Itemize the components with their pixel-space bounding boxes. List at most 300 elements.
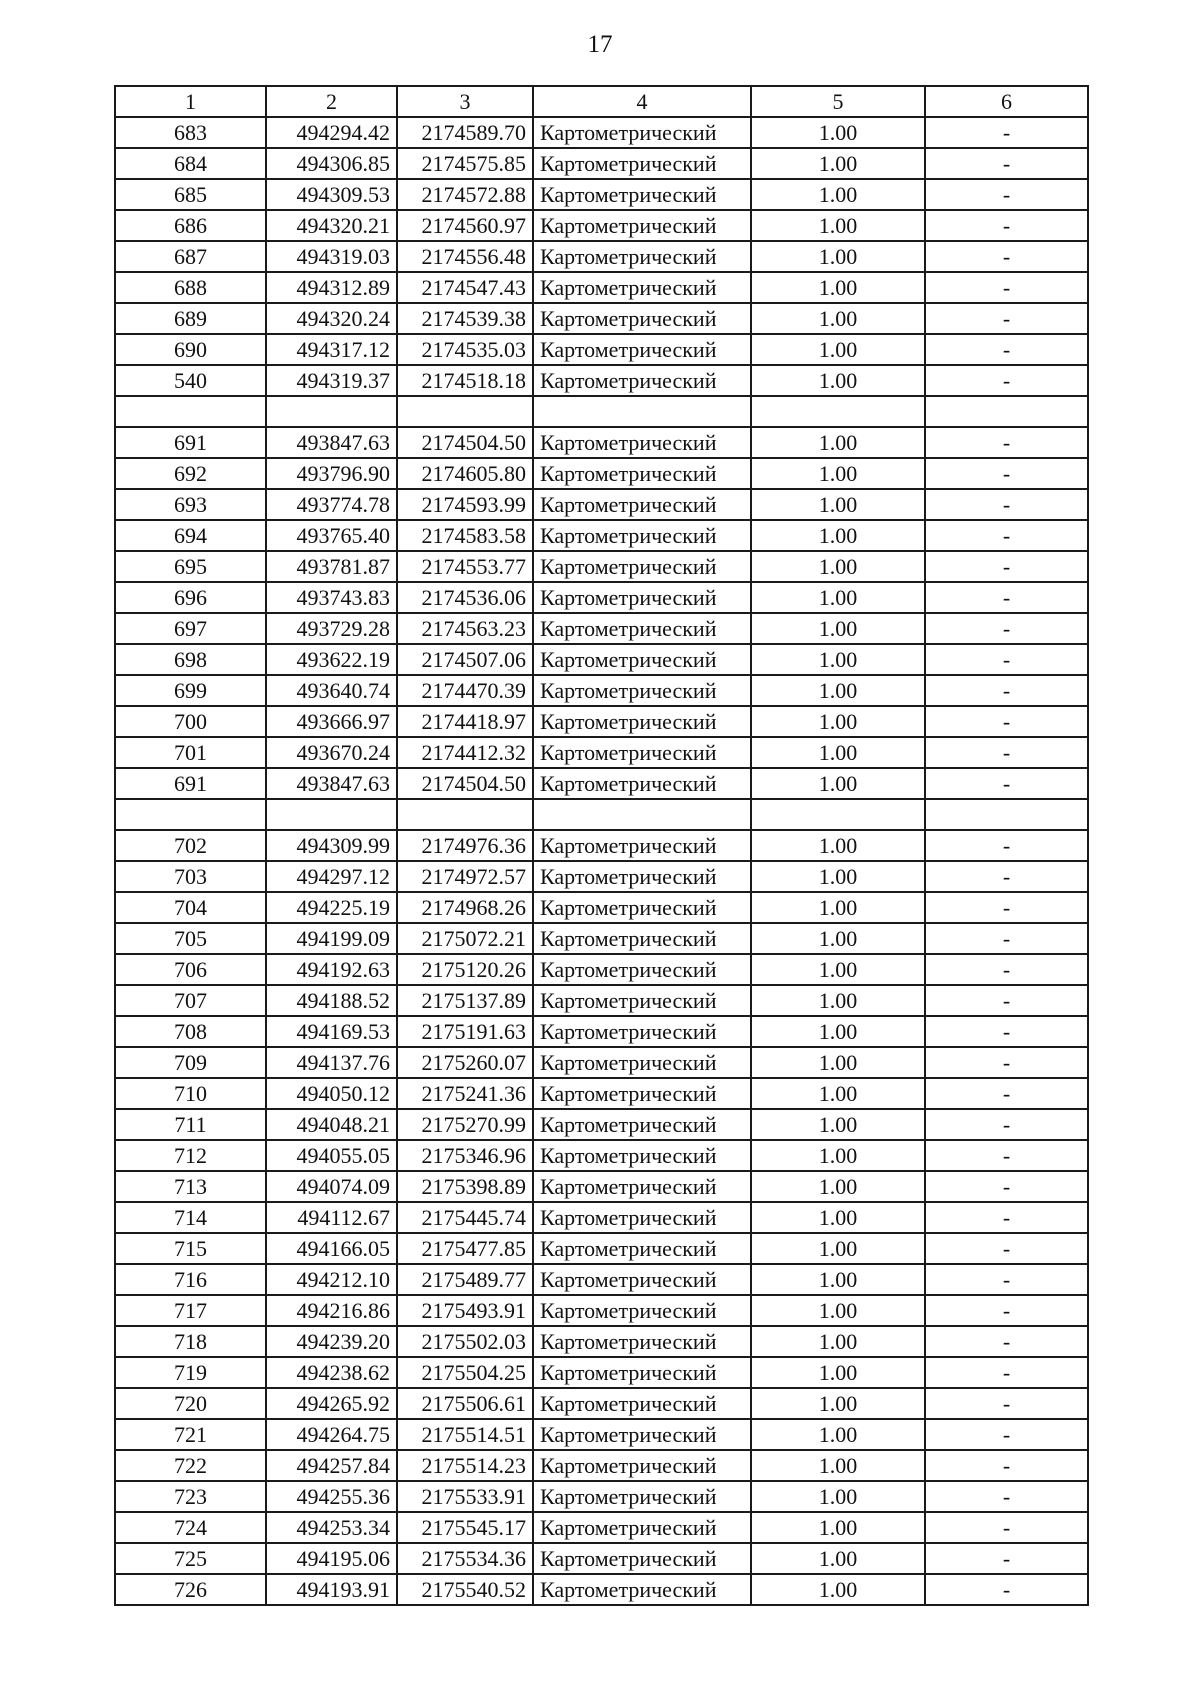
y-coordinate-cell: 2174470.39 <box>397 675 533 706</box>
accuracy-cell: 1.00 <box>751 365 925 396</box>
table-row <box>115 582 1088 613</box>
table-row <box>115 1202 1088 1233</box>
x-coordinate-cell: 493743.83 <box>266 582 397 613</box>
accuracy-cell: 1.00 <box>751 458 925 489</box>
y-coordinate-cell: 2174412.32 <box>397 737 533 768</box>
accuracy-cell: 1.00 <box>751 1574 925 1605</box>
y-coordinate-cell: 2174968.26 <box>397 892 533 923</box>
y-coordinate-cell: 2175534.36 <box>397 1543 533 1574</box>
x-coordinate-cell: 494169.53 <box>266 1016 397 1047</box>
note-cell: - <box>925 985 1088 1016</box>
note-cell: - <box>925 1202 1088 1233</box>
table-row <box>115 334 1088 365</box>
column-header: 4 <box>533 86 751 117</box>
point-number-cell <box>115 799 266 830</box>
y-coordinate-cell: 2175533.91 <box>397 1481 533 1512</box>
x-coordinate-cell: 493670.24 <box>266 737 397 768</box>
table-row <box>115 675 1088 706</box>
x-coordinate-cell: 494297.12 <box>266 861 397 892</box>
accuracy-cell <box>751 799 925 830</box>
method-cell: Картометрический <box>533 1202 751 1233</box>
note-cell: - <box>925 706 1088 737</box>
method-cell: Картометрический <box>533 241 751 272</box>
accuracy-cell: 1.00 <box>751 1233 925 1264</box>
table-row <box>115 1543 1088 1574</box>
point-number-cell: 684 <box>115 148 266 179</box>
table-row <box>115 1109 1088 1140</box>
note-cell: - <box>925 737 1088 768</box>
table-row <box>115 1140 1088 1171</box>
point-number-cell: 708 <box>115 1016 266 1047</box>
note-cell: - <box>925 923 1088 954</box>
note-cell: - <box>925 1419 1088 1450</box>
y-coordinate-cell: 2174563.23 <box>397 613 533 644</box>
x-coordinate-cell: 494257.84 <box>266 1450 397 1481</box>
point-number-cell: 715 <box>115 1233 266 1264</box>
method-cell: Картометрический <box>533 582 751 613</box>
x-coordinate-cell: 494199.09 <box>266 923 397 954</box>
accuracy-cell: 1.00 <box>751 1450 925 1481</box>
x-coordinate-cell: 493622.19 <box>266 644 397 675</box>
method-cell: Картометрический <box>533 179 751 210</box>
table-row <box>115 706 1088 737</box>
point-number-cell: 720 <box>115 1388 266 1419</box>
method-cell: Картометрический <box>533 768 751 799</box>
note-cell: - <box>925 148 1088 179</box>
accuracy-cell: 1.00 <box>751 489 925 520</box>
point-number-cell: 685 <box>115 179 266 210</box>
note-cell: - <box>925 892 1088 923</box>
method-cell: Картометрический <box>533 520 751 551</box>
y-coordinate-cell: 2174556.48 <box>397 241 533 272</box>
method-cell: Картометрический <box>533 117 751 148</box>
method-cell <box>533 799 751 830</box>
x-coordinate-cell: 494238.62 <box>266 1357 397 1388</box>
accuracy-cell: 1.00 <box>751 1543 925 1574</box>
table-row <box>115 861 1088 892</box>
point-number-cell: 683 <box>115 117 266 148</box>
accuracy-cell: 1.00 <box>751 861 925 892</box>
x-coordinate-cell: 493640.74 <box>266 675 397 706</box>
method-cell: Картометрический <box>533 1078 751 1109</box>
y-coordinate-cell: 2175270.99 <box>397 1109 533 1140</box>
y-coordinate-cell: 2175514.23 <box>397 1450 533 1481</box>
note-cell: - <box>925 675 1088 706</box>
method-cell: Картометрический <box>533 1450 751 1481</box>
method-cell: Картометрический <box>533 334 751 365</box>
y-coordinate-cell: 2174572.88 <box>397 179 533 210</box>
note-cell: - <box>925 303 1088 334</box>
table-row <box>115 1450 1088 1481</box>
method-cell: Картометрический <box>533 1326 751 1357</box>
method-cell: Картометрический <box>533 1047 751 1078</box>
note-cell: - <box>925 1078 1088 1109</box>
table-row <box>115 179 1088 210</box>
point-number-cell: 704 <box>115 892 266 923</box>
note-cell: - <box>925 551 1088 582</box>
table-row <box>115 1326 1088 1357</box>
method-cell: Картометрический <box>533 1295 751 1326</box>
x-coordinate-cell: 494253.34 <box>266 1512 397 1543</box>
accuracy-cell: 1.00 <box>751 1295 925 1326</box>
table-row <box>115 737 1088 768</box>
y-coordinate-cell: 2175241.36 <box>397 1078 533 1109</box>
note-cell: - <box>925 1171 1088 1202</box>
x-coordinate-cell <box>266 799 397 830</box>
y-coordinate-cell <box>397 799 533 830</box>
note-cell: - <box>925 334 1088 365</box>
column-header: 5 <box>751 86 925 117</box>
y-coordinate-cell: 2175502.03 <box>397 1326 533 1357</box>
note-cell: - <box>925 427 1088 458</box>
point-number-cell: 711 <box>115 1109 266 1140</box>
x-coordinate-cell: 494112.67 <box>266 1202 397 1233</box>
y-coordinate-cell: 2174583.58 <box>397 520 533 551</box>
y-coordinate-cell: 2174972.57 <box>397 861 533 892</box>
note-cell: - <box>925 1512 1088 1543</box>
y-coordinate-cell: 2174418.97 <box>397 706 533 737</box>
point-number-cell: 690 <box>115 334 266 365</box>
accuracy-cell: 1.00 <box>751 954 925 985</box>
table-row <box>115 1078 1088 1109</box>
y-coordinate-cell: 2175493.91 <box>397 1295 533 1326</box>
point-number-cell: 712 <box>115 1140 266 1171</box>
method-cell: Картометрический <box>533 737 751 768</box>
note-cell: - <box>925 272 1088 303</box>
note-cell: - <box>925 830 1088 861</box>
y-coordinate-cell: 2175514.51 <box>397 1419 533 1450</box>
method-cell: Картометрический <box>533 706 751 737</box>
point-number-cell: 709 <box>115 1047 266 1078</box>
method-cell: Картометрический <box>533 489 751 520</box>
table-row <box>115 1574 1088 1605</box>
note-cell: - <box>925 210 1088 241</box>
method-cell: Картометрический <box>533 303 751 334</box>
point-number-cell: 718 <box>115 1326 266 1357</box>
x-coordinate-cell: 494319.37 <box>266 365 397 396</box>
method-cell: Картометрический <box>533 830 751 861</box>
accuracy-cell: 1.00 <box>751 582 925 613</box>
table-row <box>115 830 1088 861</box>
accuracy-cell: 1.00 <box>751 427 925 458</box>
point-number-cell: 714 <box>115 1202 266 1233</box>
point-number-cell: 686 <box>115 210 266 241</box>
point-number-cell: 717 <box>115 1295 266 1326</box>
note-cell: - <box>925 1140 1088 1171</box>
y-coordinate-cell: 2175540.52 <box>397 1574 533 1605</box>
y-coordinate-cell: 2174547.43 <box>397 272 533 303</box>
accuracy-cell: 1.00 <box>751 1047 925 1078</box>
point-number-cell: 688 <box>115 272 266 303</box>
y-coordinate-cell: 2174518.18 <box>397 365 533 396</box>
method-cell: Картометрический <box>533 1512 751 1543</box>
table-row <box>115 396 1088 427</box>
accuracy-cell: 1.00 <box>751 1419 925 1450</box>
method-cell: Картометрический <box>533 272 751 303</box>
note-cell: - <box>925 1481 1088 1512</box>
method-cell: Картометрический <box>533 892 751 923</box>
x-coordinate-cell: 494264.75 <box>266 1419 397 1450</box>
table-row <box>115 1357 1088 1388</box>
note-cell: - <box>925 241 1088 272</box>
table-row <box>115 427 1088 458</box>
point-number-cell: 702 <box>115 830 266 861</box>
x-coordinate-cell: 494320.24 <box>266 303 397 334</box>
x-coordinate-cell: 494048.21 <box>266 1109 397 1140</box>
x-coordinate-cell: 494074.09 <box>266 1171 397 1202</box>
x-coordinate-cell: 494225.19 <box>266 892 397 923</box>
accuracy-cell: 1.00 <box>751 1171 925 1202</box>
point-number-cell: 689 <box>115 303 266 334</box>
x-coordinate-cell: 494212.10 <box>266 1264 397 1295</box>
table-row <box>115 117 1088 148</box>
table-row <box>115 1233 1088 1264</box>
page-number: 17 <box>587 31 613 58</box>
x-coordinate-cell: 494137.76 <box>266 1047 397 1078</box>
note-cell: - <box>925 1109 1088 1140</box>
note-cell: - <box>925 1388 1088 1419</box>
x-coordinate-cell: 494188.52 <box>266 985 397 1016</box>
method-cell: Картометрический <box>533 861 751 892</box>
accuracy-cell: 1.00 <box>751 923 925 954</box>
point-number-cell: 695 <box>115 551 266 582</box>
table-row <box>115 1512 1088 1543</box>
x-coordinate-cell: 493847.63 <box>266 768 397 799</box>
y-coordinate-cell: 2175137.89 <box>397 985 533 1016</box>
accuracy-cell: 1.00 <box>751 737 925 768</box>
table-row <box>115 892 1088 923</box>
note-cell: - <box>925 1543 1088 1574</box>
method-cell: Картометрический <box>533 923 751 954</box>
table-row <box>115 1047 1088 1078</box>
column-header: 1 <box>115 86 266 117</box>
x-coordinate-cell: 493781.87 <box>266 551 397 582</box>
point-number-cell: 706 <box>115 954 266 985</box>
x-coordinate-cell: 493796.90 <box>266 458 397 489</box>
note-cell: - <box>925 1326 1088 1357</box>
note-cell: - <box>925 1295 1088 1326</box>
table-row <box>115 210 1088 241</box>
x-coordinate-cell: 494216.86 <box>266 1295 397 1326</box>
point-number-cell: 694 <box>115 520 266 551</box>
note-cell: - <box>925 768 1088 799</box>
x-coordinate-cell <box>266 396 397 427</box>
y-coordinate-cell: 2175445.74 <box>397 1202 533 1233</box>
table-row <box>115 272 1088 303</box>
table-row <box>115 644 1088 675</box>
accuracy-cell: 1.00 <box>751 1016 925 1047</box>
note-cell: - <box>925 613 1088 644</box>
point-number-cell: 723 <box>115 1481 266 1512</box>
table-row <box>115 768 1088 799</box>
accuracy-cell: 1.00 <box>751 1388 925 1419</box>
table-row <box>115 1388 1088 1419</box>
accuracy-cell: 1.00 <box>751 706 925 737</box>
x-coordinate-cell: 493774.78 <box>266 489 397 520</box>
accuracy-cell: 1.00 <box>751 1109 925 1140</box>
coordinates-table <box>114 85 1089 1606</box>
method-cell: Картометрический <box>533 1481 751 1512</box>
note-cell: - <box>925 954 1088 985</box>
accuracy-cell: 1.00 <box>751 1357 925 1388</box>
point-number-cell: 691 <box>115 427 266 458</box>
point-number-cell: 700 <box>115 706 266 737</box>
point-number-cell: 699 <box>115 675 266 706</box>
y-coordinate-cell: 2174605.80 <box>397 458 533 489</box>
y-coordinate-cell: 2174589.70 <box>397 117 533 148</box>
note-cell: - <box>925 644 1088 675</box>
x-coordinate-cell: 493765.40 <box>266 520 397 551</box>
point-number-cell: 698 <box>115 644 266 675</box>
note-cell: - <box>925 861 1088 892</box>
note-cell: - <box>925 520 1088 551</box>
accuracy-cell: 1.00 <box>751 148 925 179</box>
point-number-cell: 696 <box>115 582 266 613</box>
y-coordinate-cell: 2175545.17 <box>397 1512 533 1543</box>
table-row <box>115 241 1088 272</box>
note-cell: - <box>925 489 1088 520</box>
table-row <box>115 1481 1088 1512</box>
y-coordinate-cell: 2175398.89 <box>397 1171 533 1202</box>
x-coordinate-cell: 494193.91 <box>266 1574 397 1605</box>
x-coordinate-cell: 494166.05 <box>266 1233 397 1264</box>
table-row <box>115 613 1088 644</box>
method-cell: Картометрический <box>533 1543 751 1574</box>
table-row <box>115 303 1088 334</box>
method-cell: Картометрический <box>533 1171 751 1202</box>
method-cell: Картометрический <box>533 1264 751 1295</box>
y-coordinate-cell: 2175489.77 <box>397 1264 533 1295</box>
point-number-cell: 701 <box>115 737 266 768</box>
table-body <box>115 86 1088 1605</box>
method-cell: Картометрический <box>533 675 751 706</box>
note-cell: - <box>925 1574 1088 1605</box>
method-cell: Картометрический <box>533 1233 751 1264</box>
point-number-cell: 697 <box>115 613 266 644</box>
note-cell: - <box>925 365 1088 396</box>
column-header: 6 <box>925 86 1088 117</box>
x-coordinate-cell: 494312.89 <box>266 272 397 303</box>
x-coordinate-cell: 494294.42 <box>266 117 397 148</box>
method-cell: Картометрический <box>533 1109 751 1140</box>
y-coordinate-cell: 2175072.21 <box>397 923 533 954</box>
table-row <box>115 985 1088 1016</box>
table-row <box>115 551 1088 582</box>
note-cell: - <box>925 179 1088 210</box>
x-coordinate-cell: 494317.12 <box>266 334 397 365</box>
table-row <box>115 1016 1088 1047</box>
accuracy-cell: 1.00 <box>751 1326 925 1357</box>
x-coordinate-cell: 493847.63 <box>266 427 397 458</box>
accuracy-cell: 1.00 <box>751 613 925 644</box>
method-cell: Картометрический <box>533 1016 751 1047</box>
note-cell: - <box>925 1016 1088 1047</box>
method-cell: Картометрический <box>533 1388 751 1419</box>
x-coordinate-cell: 494192.63 <box>266 954 397 985</box>
method-cell: Картометрический <box>533 1574 751 1605</box>
point-number-cell: 710 <box>115 1078 266 1109</box>
y-coordinate-cell: 2175346.96 <box>397 1140 533 1171</box>
accuracy-cell: 1.00 <box>751 768 925 799</box>
accuracy-cell: 1.00 <box>751 520 925 551</box>
y-coordinate-cell: 2175260.07 <box>397 1047 533 1078</box>
y-coordinate-cell: 2174575.85 <box>397 148 533 179</box>
accuracy-cell: 1.00 <box>751 241 925 272</box>
point-number-cell: 713 <box>115 1171 266 1202</box>
x-coordinate-cell: 494306.85 <box>266 148 397 179</box>
table-row <box>115 1264 1088 1295</box>
x-coordinate-cell: 494239.20 <box>266 1326 397 1357</box>
accuracy-cell: 1.00 <box>751 303 925 334</box>
column-header: 2 <box>266 86 397 117</box>
point-number-cell: 707 <box>115 985 266 1016</box>
table-row <box>115 1419 1088 1450</box>
method-cell: Картометрический <box>533 1419 751 1450</box>
x-coordinate-cell: 493729.28 <box>266 613 397 644</box>
accuracy-cell: 1.00 <box>751 1481 925 1512</box>
y-coordinate-cell: 2174504.50 <box>397 427 533 458</box>
note-cell <box>925 799 1088 830</box>
x-coordinate-cell: 494320.21 <box>266 210 397 241</box>
method-cell: Картометрический <box>533 613 751 644</box>
y-coordinate-cell: 2174539.38 <box>397 303 533 334</box>
x-coordinate-cell: 494319.03 <box>266 241 397 272</box>
point-number-cell: 726 <box>115 1574 266 1605</box>
point-number-cell: 691 <box>115 768 266 799</box>
method-cell <box>533 396 751 427</box>
accuracy-cell: 1.00 <box>751 1140 925 1171</box>
accuracy-cell: 1.00 <box>751 117 925 148</box>
method-cell: Картометрический <box>533 365 751 396</box>
note-cell: - <box>925 1264 1088 1295</box>
table-row <box>115 923 1088 954</box>
method-cell: Картометрический <box>533 427 751 458</box>
x-coordinate-cell: 494050.12 <box>266 1078 397 1109</box>
method-cell: Картометрический <box>533 210 751 241</box>
y-coordinate-cell: 2174976.36 <box>397 830 533 861</box>
table-row <box>115 365 1088 396</box>
y-coordinate-cell: 2175191.63 <box>397 1016 533 1047</box>
x-coordinate-cell: 493666.97 <box>266 706 397 737</box>
y-coordinate-cell: 2174536.06 <box>397 582 533 613</box>
method-cell: Картометрический <box>533 985 751 1016</box>
accuracy-cell: 1.00 <box>751 675 925 706</box>
method-cell: Картометрический <box>533 551 751 582</box>
y-coordinate-cell: 2174504.50 <box>397 768 533 799</box>
column-header: 3 <box>397 86 533 117</box>
note-cell: - <box>925 1047 1088 1078</box>
accuracy-cell <box>751 396 925 427</box>
accuracy-cell: 1.00 <box>751 334 925 365</box>
method-cell: Картометрический <box>533 148 751 179</box>
accuracy-cell: 1.00 <box>751 551 925 582</box>
point-number-cell: 719 <box>115 1357 266 1388</box>
accuracy-cell: 1.00 <box>751 272 925 303</box>
method-cell: Картометрический <box>533 954 751 985</box>
y-coordinate-cell: 2175504.25 <box>397 1357 533 1388</box>
y-coordinate-cell: 2174593.99 <box>397 489 533 520</box>
method-cell: Картометрический <box>533 458 751 489</box>
note-cell <box>925 396 1088 427</box>
point-number-cell: 724 <box>115 1512 266 1543</box>
accuracy-cell: 1.00 <box>751 830 925 861</box>
note-cell: - <box>925 1450 1088 1481</box>
point-number-cell <box>115 396 266 427</box>
y-coordinate-cell: 2174535.03 <box>397 334 533 365</box>
table-row <box>115 489 1088 520</box>
point-number-cell: 705 <box>115 923 266 954</box>
accuracy-cell: 1.00 <box>751 1264 925 1295</box>
